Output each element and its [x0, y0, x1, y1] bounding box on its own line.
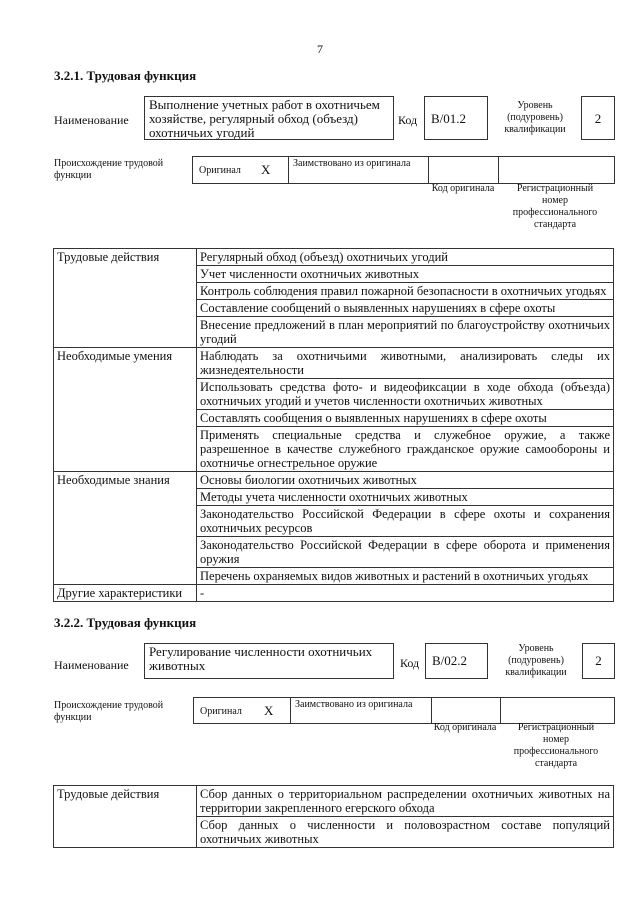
table-cell: Методы учета численности охотничьих животных	[197, 489, 614, 506]
table-cell: Использовать средства фото- и видеофиксации в ходе обхода (объезда) охотничьих угодий и учетов численности охотничьих животных	[197, 379, 614, 410]
table-cell: Внесение предложений в план мероприятий по благоустройству охотничьих угодий	[197, 317, 614, 348]
reg-number-label: Регистрационный номер профессионального стандарта	[512, 183, 598, 230]
row-category: Необходимые знания	[54, 472, 197, 585]
code-label: Код	[398, 113, 418, 127]
origin-grid	[193, 697, 615, 724]
origin-label: Происхождение трудовой функции	[54, 700, 164, 723]
level-value: 2	[581, 96, 615, 140]
name-label: Наименование	[54, 113, 129, 127]
table-cell: Регулярный обход (объезд) охотничьих угодий	[197, 249, 614, 266]
table-cell: Применять специальные средства и служебное оружие, а также разрешенное в качестве служебного гражданское оружие самообороны и охотничье огнестрельное оружие	[197, 427, 614, 472]
original-mark: X	[261, 162, 271, 177]
origin-label: Происхождение трудовой функции	[54, 158, 164, 181]
table-cell: Перечень охраняемых видов животных и растений в охотничьих угодьях	[197, 568, 614, 585]
table-cell: Контроль соблюдения правил пожарной безопасности в охотничьих угодьях	[197, 283, 614, 300]
name-label: Наименование	[54, 658, 129, 672]
table-cell: -	[197, 585, 614, 602]
row-category: Трудовые действия	[54, 249, 197, 348]
row-category: Трудовые действия	[54, 786, 197, 848]
grid-divider	[500, 698, 501, 723]
table-cell: Сбор данных о территориальном распределении охотничьих животных на территории закрепленного егерского обхода	[197, 786, 614, 817]
original-mark: X	[264, 703, 274, 718]
original-label: Оригинал	[199, 165, 241, 176]
page-number: 7	[317, 42, 323, 56]
grid-divider	[431, 698, 432, 723]
work-function-table	[53, 248, 614, 602]
table-cell: Составлять сообщения о выявленных нарушениях в сфере охоты	[197, 410, 614, 427]
section-heading: 3.2.1. Трудовая функция	[54, 68, 197, 83]
origin-code-label: Код оригинала	[433, 722, 497, 733]
row-category: Другие характеристики	[54, 585, 197, 602]
grid-divider	[290, 698, 291, 723]
table-cell: Наблюдать за охотничьими животными, анализировать следы их жизнедеятельности	[197, 348, 614, 379]
reg-number-label: Регистрационный номер профессионального стандарта	[513, 722, 599, 769]
work-function-table	[53, 785, 614, 848]
table-cell: Составление сообщений о выявленных нарушениях в сфере охоты	[197, 300, 614, 317]
code-value: В/02.2	[425, 643, 488, 679]
grid-divider	[288, 157, 289, 183]
table-cell: Сбор данных о численности и половозрастном составе популяций охотничьих животных	[197, 817, 614, 848]
table-cell: Основы биологии охотничьих животных	[197, 472, 614, 489]
code-label: Код	[400, 656, 420, 670]
row-category: Необходимые умения	[54, 348, 197, 472]
level-label: Уровень (подуровень) квалификации	[504, 100, 566, 135]
grid-divider	[498, 157, 499, 183]
borrowed-label: Заимствовано из оригинала	[293, 158, 411, 169]
name-value: Выполнение учетных работ в охотничьем хозяйстве, регулярный обход (объезд) охотничьих угодий	[144, 96, 394, 140]
table-cell: Учет численности охотничьих животных	[197, 266, 614, 283]
level-value: 2	[582, 643, 615, 679]
borrowed-label: Заимствовано из оригинала	[295, 699, 413, 710]
name-value: Регулирование численности охотничьих животных	[144, 643, 394, 679]
table-cell: Законодательство Российской Федерации в сфере охоты и сохранения охотничьих ресурсов	[197, 506, 614, 537]
code-value: В/01.2	[424, 96, 488, 140]
original-label: Оригинал	[200, 706, 242, 717]
level-label: Уровень (подуровень) квалификации	[505, 643, 567, 678]
table-cell: Законодательство Российской Федерации в сфере оборота и применения оружия	[197, 537, 614, 568]
origin-code-label: Код оригинала	[431, 183, 495, 194]
origin-grid	[192, 156, 615, 184]
grid-divider	[428, 157, 429, 183]
section-heading: 3.2.2. Трудовая функция	[54, 615, 197, 630]
